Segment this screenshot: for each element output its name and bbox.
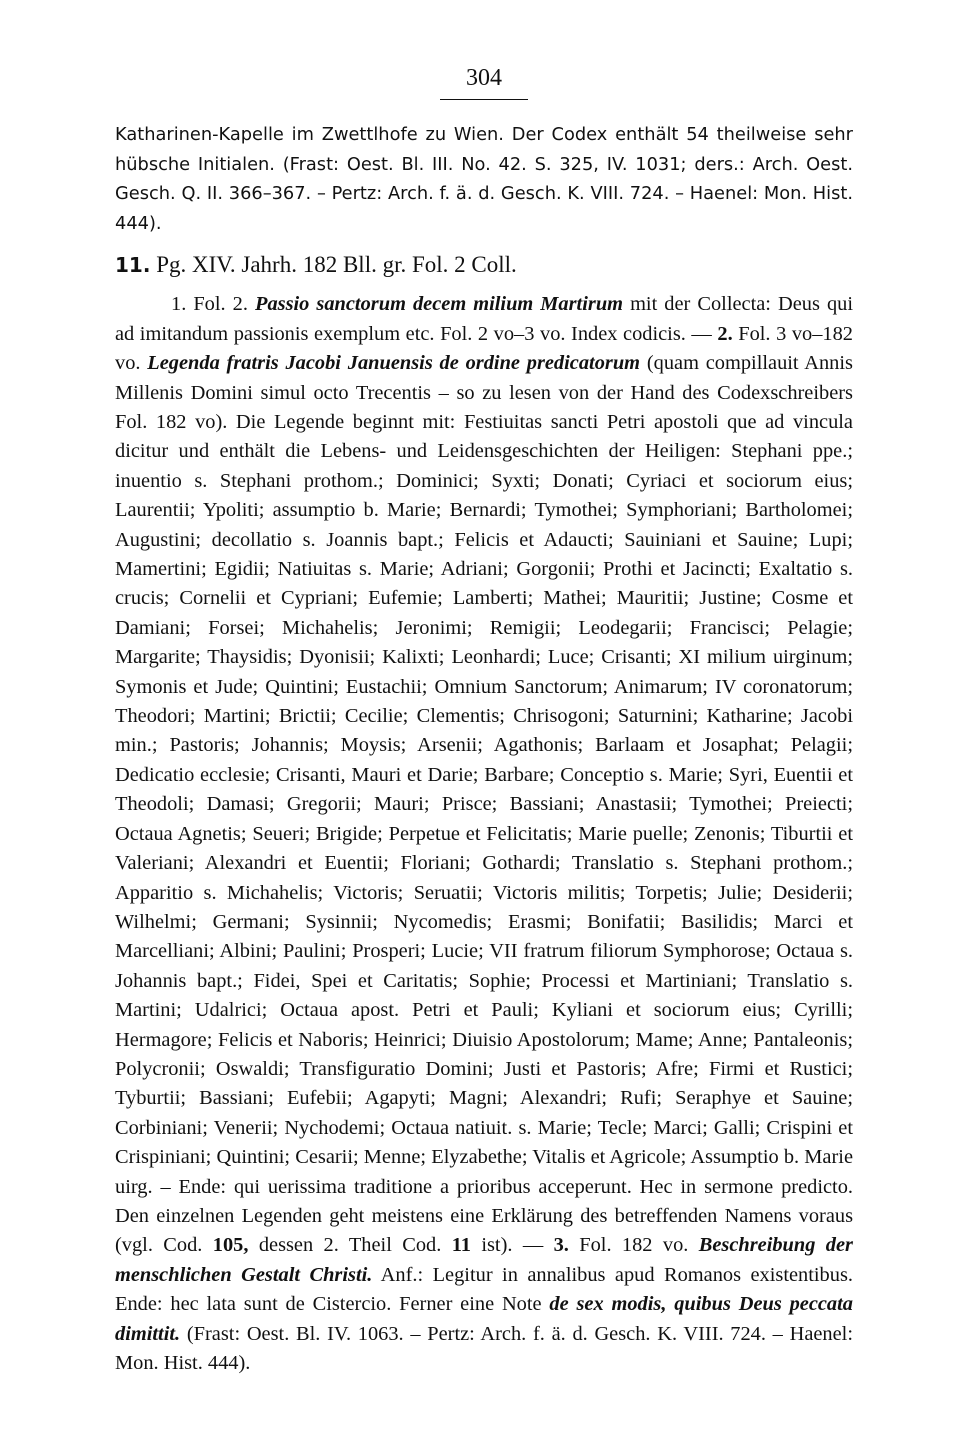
page-number: 304 (466, 65, 502, 91)
section-2-end: ist). — (470, 1234, 554, 1257)
section-3-title: Beschreibung der menschlichen Gestalt Christi. (115, 1234, 853, 1286)
intro-paragraph: Katharinen-Kapelle im Zwettlhofe zu Wien. Der Codex enthält 54 theilweise sehr hübsche Initialen. (Frast: Oest. Bl. III. No. 42. S. 325, IV. 1031; ders.: Arch. Oest. Gesch. Q. II. 366–367. – Pertz: Arch. f. ä. d. Gesch. K. VIII. 724. – Haenel: Mon. Hist. 444). (115, 124, 853, 234)
section-2-folio: Fol. 3 vo–182 vo. (115, 322, 853, 375)
entry-heading-text: Pg. XIV. Jahrh. 182 Bll. gr. Fol. 2 Coll. (156, 252, 517, 278)
entry-description (115, 290, 853, 1378)
codex-ref-11: 11 (451, 1234, 471, 1257)
codex-ref-105: 105, (212, 1234, 249, 1257)
section-1-title: Passio sanctorum decem milium Martirum (255, 293, 624, 316)
body-text (115, 120, 853, 1378)
section-3-folio: Fol. 182 vo. (568, 1234, 699, 1257)
section-2-mid: dessen 2. Theil Cod. (248, 1234, 452, 1257)
page-number-rule (440, 99, 528, 100)
entry-heading (115, 250, 853, 280)
section-2-title: Legenda fratris Jacobi Januensis de ordine predicatorum (147, 352, 641, 375)
section-3-text: Anf.: Legitur in annalibus apud Romanos existentibus. Ende: hec lata sunt de Cistercio. Ferner eine Note (115, 1263, 853, 1316)
section-1-text: mit der Collecta: Deus qui ad imitandum passionis exemplum etc. Fol. 2 vo–3 vo. Index codicis. — (115, 293, 853, 345)
section-3-references: (Frast: Oest. Bl. IV. 1063. – Pertz: Arch. f. ä. d. Gesch. K. VIII. 724. – Haenel: Mon. Hist. 444). (115, 1322, 853, 1374)
entry-number: 11. (115, 253, 151, 278)
section-2-text: (quam compillauit Annis Millenis Domini simul octo Trecentis – so zu lesen von der Hand des Codexschreibers Fol. 182 vo). Die Legende beginnt mit: Festiuitas sancti Petri apostoli que ad vincula dicitur und enthält die Lebens- und Leidensgeschichten der Heiligen: Stephani ppe.; inuentio s. Stephani prothom.; Dominici; Syxti; Donati; Cyriaci et sociorum eius; Laurentii; Ypoliti; assumptio b. Marie; Bernardi; Tymothei; Symphoriani; Bartholomei; Augustini; decollatio s. Joannis bapt.; Felicis et Adaucti; Sauiniani et Sauine; Lupi; Mamertini; Egidii; Natiuitas s. Marie; Adriani; Gorgonii; Prothi et Jacincti; Exaltatio s. crucis; Cornelii et Cypriani; Eufemie; Lamberti; Mathei; Mauritii; Justine; Cosme et Damiani; Forsei; Michahelis; Jeronimi; Remigii; Leodegarii; Francisci; Pelagie; Margarite; Thaysidis; Dyonisii; Kalixti; Leonhardi; Luce; Crisanti; XI milium uirginum; Symonis et Jude; Quintini; Eustachii; Omnium Sanctorum; Animarum; IV coronatorum; Theodori; Martini; Brictii; Cecilie; Clementis; Chrisogoni; Saturnini; Katharine; Jacobi min.; Pastoris; Johannis; Moysis; Arsenii; Agathonis; Barlaam et Josaphat; Pelagii; Dedicatio ecclesie; Crisanti, Mauri et Darie; Barbare; Conceptio s. Marie; Syri, Euentii et Theodoli; Damasi; Gregorii; Mauri; Prisce; Bassiani; Anastasii; Tymothei; Preiecti; Octaua Agnetis; Seueri; Brigide; Perpetue et Felicitatis; Marie puelle; Zenonis; Tiburtii et Valeriani; Alexandri et Euentii; Floriani; Gothardi; Translatio s. Stephani prothom.; Apparitio s. Michahelis; Victoris; Seruatii; Victoris militis; Torpetis; Julie; Desiderii; Wilhelmi; Germani; Sysinnii; Nycomedis; Erasmi; Bonifatii; Basilidis; Marci et Marcelliani; Albini; Paulini; Prosperi; Lucie; VII fratrum filiorum Symphorose; Octaua s. Johannis bapt.; Fidei, Spei et Caritatis; Sophie; Processi et Martiniani; Translatio s. Martini; Udalrici; Octaua apost. Petri et Pauli; Kyliani et sociorum eius; Cyrilli; Hermagore; Felicis et Naboris; Heinrici; Diuisio Apostolorum; Mame; Anne; Pantaleonis; Polycronii; Oswaldi; Transfiguratio Domini; Justi et Pastoris; Afre; Firmi et Rustici; Tyburtii; Bassiani; Eufebii; Agapyti; Magni; Alexandri; Rufi; Seraphye et Sauine; Corbiniani; Venerii; Nychodemi; Octaua natiuit. s. Marie; Tecle; Marci; Galli; Crispini et Crispiniani; Quintini; Cesarii; Menne; Elyzabethe; Vitalis et Agricole; Assumptio b. Marie uirg. – Ende: qui uerissima traditione a prioribus acceperunt. Hec in sermone predicto. Den einzelnen Legenden geht meistens eine Erklärung des betreffenden Namens voraus (vgl. Cod. (115, 352, 853, 1257)
section-3-number: 3. (553, 1234, 569, 1257)
section-2-number: 2. (717, 322, 733, 345)
section-3-note: de sex modis, quibus Deus peccata dimittit. (115, 1293, 853, 1345)
section-1-lead: 1. Fol. 2. (171, 293, 255, 316)
